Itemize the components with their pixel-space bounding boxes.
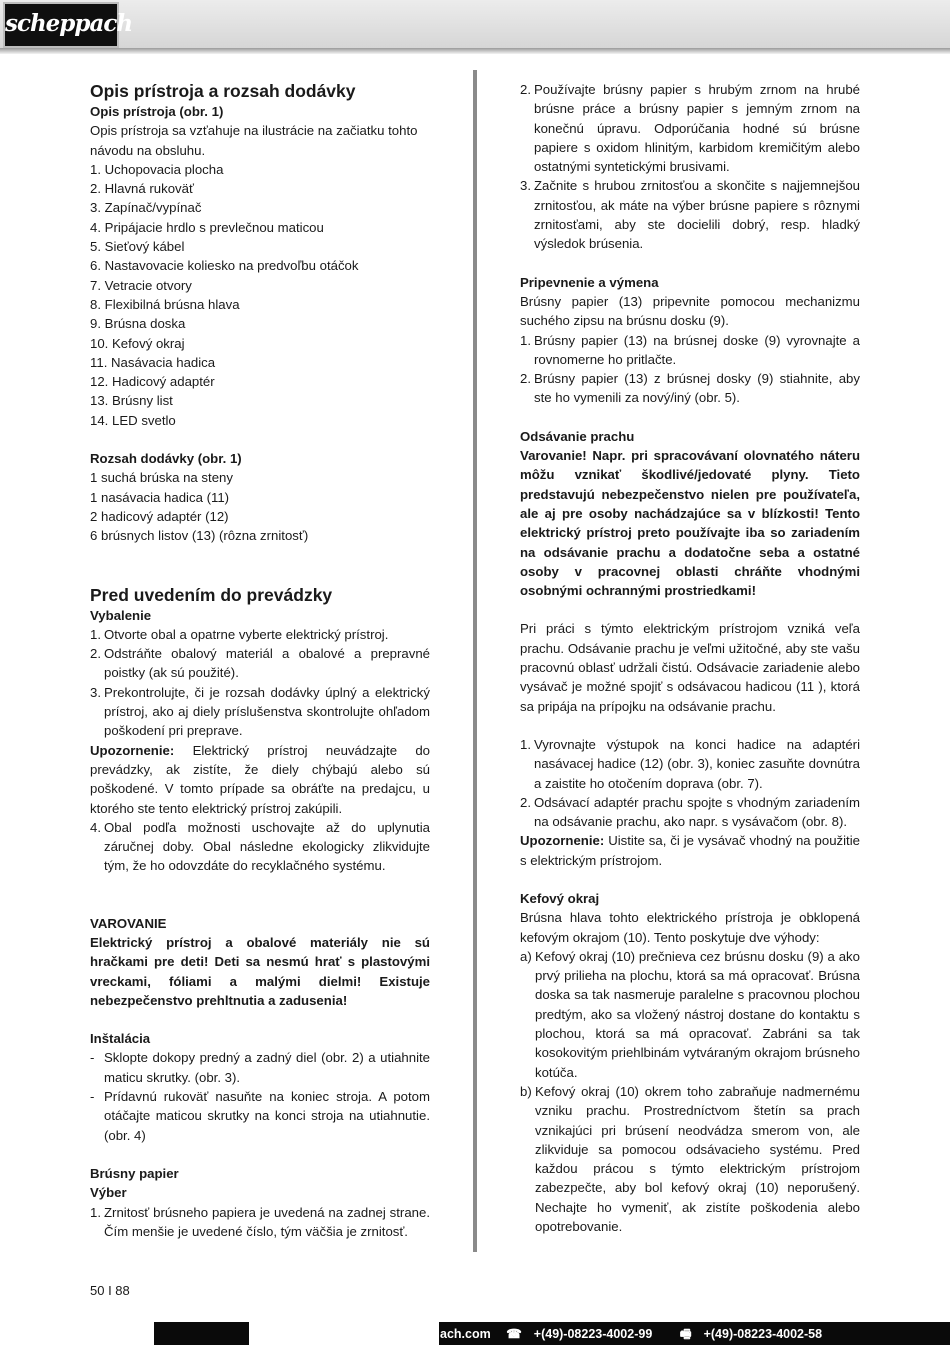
subheading-attach: Pripevnenie a výmena: [520, 274, 659, 290]
subheading-sandpaper: Brúsny papier: [90, 1165, 179, 1181]
unpacking-list-cont: [90, 818, 430, 876]
right-column: [520, 80, 860, 1236]
installation-item: - Prídavnú rukoväť nasuňte na koniec stroja. A potom otáčajte maticou skrutky na konci stroja na utiahnutie. (obr. 4): [90, 1089, 430, 1143]
parts-item: 12. Hadicový adaptér: [90, 374, 215, 390]
left-column: [90, 80, 430, 1241]
footer-website[interactable]: ach.com: [440, 1327, 491, 1341]
parts-item: 6. Nastavovacie koliesko na predvoľbu otáčok: [90, 258, 359, 274]
parts-item: 5. Sieťový kábel: [90, 239, 185, 255]
dust-step: 1. Vyrovnajte výstupok na konci hadice na adaptéri nasávacej hadice (12) (obr. 3), koniec zasuňte dovnútra a zaistite ho otočením doprava (obr. 7).: [520, 736, 860, 791]
parts-item: 14. LED svetlo: [90, 412, 176, 428]
header-shadow: [0, 48, 950, 54]
dust-step: 2. Odsávací adaptér prachu spojte s vhodným zariadením na odsávanie prachu, ako napr. s vysávačom (obr. 8).: [520, 794, 860, 830]
unpacking-item: 3. Prekontrolujte, či je rozsah dodávky úplný a elektrický prístroj, ako aj diely príslušenstva skontrolujte ohľadom poškodení pri preprave.: [90, 684, 430, 739]
section-title-before-use: Pred uvedením do prevádzky: [90, 584, 333, 605]
subheading-description: Opis prístroja (obr. 1): [90, 104, 224, 119]
description-intro: Opis prístroja sa vzťahuje na ilustrácie na začiatku tohto návodu na obsluhu.: [90, 123, 418, 158]
parts-item: 8. Flexibilná brúsna hlava: [90, 296, 240, 312]
parts-item: 3. Zapínač/vypínač: [90, 200, 202, 216]
unpacking-item: 4. Obal podľa možnosti uschovajte až do uplynutia záručnej doby. Obal následne ekologicky zlikvidujte tým, že ho odovzdáte do recyklačného systému.: [90, 819, 430, 874]
subheading-selection: Výber: [90, 1185, 127, 1201]
parts-list: [90, 160, 430, 430]
installation-list: [90, 1048, 430, 1144]
selection-item: 1. Zrnitosť brúsneho papiera je uvedená na zadnej strane. Čím menšie je uvedené číslo, tým väčšia je zrnitosť.: [90, 1204, 430, 1239]
warning-text: Elektrický prístroj a obalové materiály nie sú hračkami pre deti! Deti sa nesmú hrať s plastovými vreckami, fóliami a malými dielmi! Existuje nebezpečenstvo prehltnutia a zadusenia!: [90, 934, 430, 1008]
selection-list-cont: [520, 80, 860, 254]
selection-item: 3. Začnite s hrubou zrnitosťou a skončite s najjemnejšou zrnitosťou, ak máte na výber brúsne papiere s rôznymi zrnitosťami, aby ste docielili dobrý, resp. hladký výsledok brúsenia.: [520, 178, 860, 252]
subheading-scope: Rozsah dodávky (obr. 1): [90, 451, 242, 467]
attach-item: 2. Brúsny papier (13) z brúsnej dosky (9) stiahnite, aby ste ho vymenili za nový/iný (obr. 5).: [520, 371, 860, 406]
fax-icon: 🖷: [679, 1327, 692, 1341]
scope-item: 1 suchá brúska na steny: [90, 470, 233, 486]
selection-list: [90, 1203, 430, 1242]
header-band: [0, 0, 950, 48]
unpacking-list: [90, 625, 430, 741]
dust-text: Pri práci s týmto elektrickým prístrojom vzniká veľa prachu. Odsávanie prachu je veľmi užitočné, aby ste vašu pracovnú oblasť udržali čistú. Odsávacie zariadenie alebo vysávač je možné spojiť s odsávacou hadicou (11 ), ktorá sa pripája na prípojku na odsávanie prachu.: [520, 621, 860, 714]
scope-list: [90, 468, 430, 545]
subheading-brush-edge: Kefový okraj: [520, 890, 600, 906]
parts-item: 7. Vetracie otvory: [90, 277, 192, 293]
phone-icon: ☎: [506, 1327, 522, 1341]
parts-item: 2. Hlavná rukoväť: [90, 181, 194, 197]
attach-item: 1. Brúsny papier (13) na brúsnej doske (9) vyrovnajte a rovnomerne ho pritlačte.: [520, 332, 860, 367]
unpacking-notice: Upozornenie: Elektrický prístroj neuvádzajte do prevádzky, ak zistíte, že diely chýbajú alebo sú poškodené. V tomto prípade sa obráťte na predajcu, u ktorého ste tento elektrický prístroj zakúpili.: [90, 742, 430, 816]
warning-heading: VAROVANIE: [90, 915, 167, 931]
parts-item: 13. Brúsny list: [90, 393, 173, 409]
unpacking-item: 2. Odstráňte obalový materiál a obalové a prepravné poistky (ak sú použité).: [90, 646, 430, 681]
unpacking-item: 1. Otvorte obal a opatrne vyberte elektrický prístroj.: [90, 626, 389, 642]
brush-item: a) Kefový okraj (10) prečnieva cez brúsnu dosku (9) a ako prvý prilieha na plochu, ktorá sa má opracovať. Brúsna doska sa tak nasmeruje paralelne s pracovnou plochou predtým, ako sa vložený nástroj dostane do kontaktu s plochou, ktorá sa má opracovať. Zabráni sa tak kosokovitým priehlbinám vytváraným okrajom brúsneho kotúča.: [520, 948, 860, 1080]
subheading-installation: Inštalácia: [90, 1031, 151, 1047]
parts-item: 4. Pripájacie hrdlo s prevlečnou maticou: [90, 219, 324, 235]
footer-fax: 🖷 +(49)-08223-4002-58: [680, 1327, 834, 1341]
scope-item: 2 hadicový adaptér (12): [90, 508, 229, 524]
parts-item: 10. Kefový okraj: [90, 335, 185, 351]
subheading-dust-extraction: Odsávanie prachu: [520, 428, 635, 444]
dust-steps: [520, 735, 860, 831]
footer-gap: [249, 1322, 439, 1345]
attach-list: [520, 331, 860, 408]
footer-gap: [0, 1322, 154, 1345]
footer-contact: [440, 1325, 846, 1346]
section-title-description: Opis prístroja a rozsah dodávky: [90, 81, 356, 101]
brand-logo: scheppach: [3, 2, 119, 48]
parts-item: 11. Nasávacia hadica: [90, 354, 216, 370]
scope-item: 6 brúsnych listov (13) (rôzna zrnitosť): [90, 528, 309, 544]
dust-warning: Varovanie! Napr. pri spracovávaní olovnatého náteru môžu vznikať škodlivé/jedovaté plyny. Tieto predstavujú nebezpečenstvo nielen pre používateľa, ale aj pre osoby nachádzajúce sa v blízkosti! Tento elektrický prístroj preto používajte iba so zariadením na odsávanie prachu a dodatočne seba a ostatné osoby v pracovnej oblasti chráňte vhodnými osobnými ochrannými prostriedkami!: [520, 448, 860, 599]
scope-item: 1 nasávacia hadica (11): [90, 489, 230, 505]
attach-intro: Brúsny papier (13) pripevnite pomocou mechanizmu suchého zipsu na brúsnu dosku (9).: [520, 293, 860, 329]
parts-item: 9. Brúsna doska: [90, 316, 186, 332]
subheading-unpacking: Vybalenie: [90, 607, 152, 623]
dust-notice: Upozornenie: Uistite sa, či je vysávač vhodný na použitie s elektrickým prístrojom.: [520, 833, 860, 868]
brush-item: b) Kefový okraj (10) okrem toho zabraňuje nadmernému vzniku prachu. Prostredníctvom štetín sa prach vznikajúci pri brúsení neodvádza smerom von, ale zlikviduje sa pomocou odsávacieho systému. Pred každou prácou s týmto elektrickým prístrojom zabezpečte, aby bol kefový okraj (10) neporušený. Nechajte ho vymeniť, ak zistíte poškodenia alebo opotrebovanie.: [520, 1083, 860, 1235]
selection-item: 2. Používajte brúsny papier s hrubým zrnom na hrubé brúsne práce a brúsny papier s jemným zrnom na konečnú úpravu. Odporúčania hodné sú brúsne papiere s oxidom hlinitým, karbidom kremičitým alebo ostatnými syntetickými brusivami.: [520, 82, 860, 175]
page-number: 50 I 88: [90, 1283, 130, 1298]
brush-list: [520, 947, 860, 1236]
installation-item: - Sklopte dokopy predný a zadný diel (obr. 2) a utiahnite maticu skrutky. (obr. 3).: [90, 1050, 430, 1085]
footer-phone: ☎ +(49)-08223-4002-99: [506, 1327, 653, 1341]
column-divider: [473, 70, 477, 1252]
brush-intro: Brúsna hlava tohto elektrického prístroja je obklopená kefovým okrajom (10). Tento poskytuje dve výhody:: [520, 910, 860, 945]
parts-item: 1. Uchopovacia plocha: [90, 161, 224, 177]
